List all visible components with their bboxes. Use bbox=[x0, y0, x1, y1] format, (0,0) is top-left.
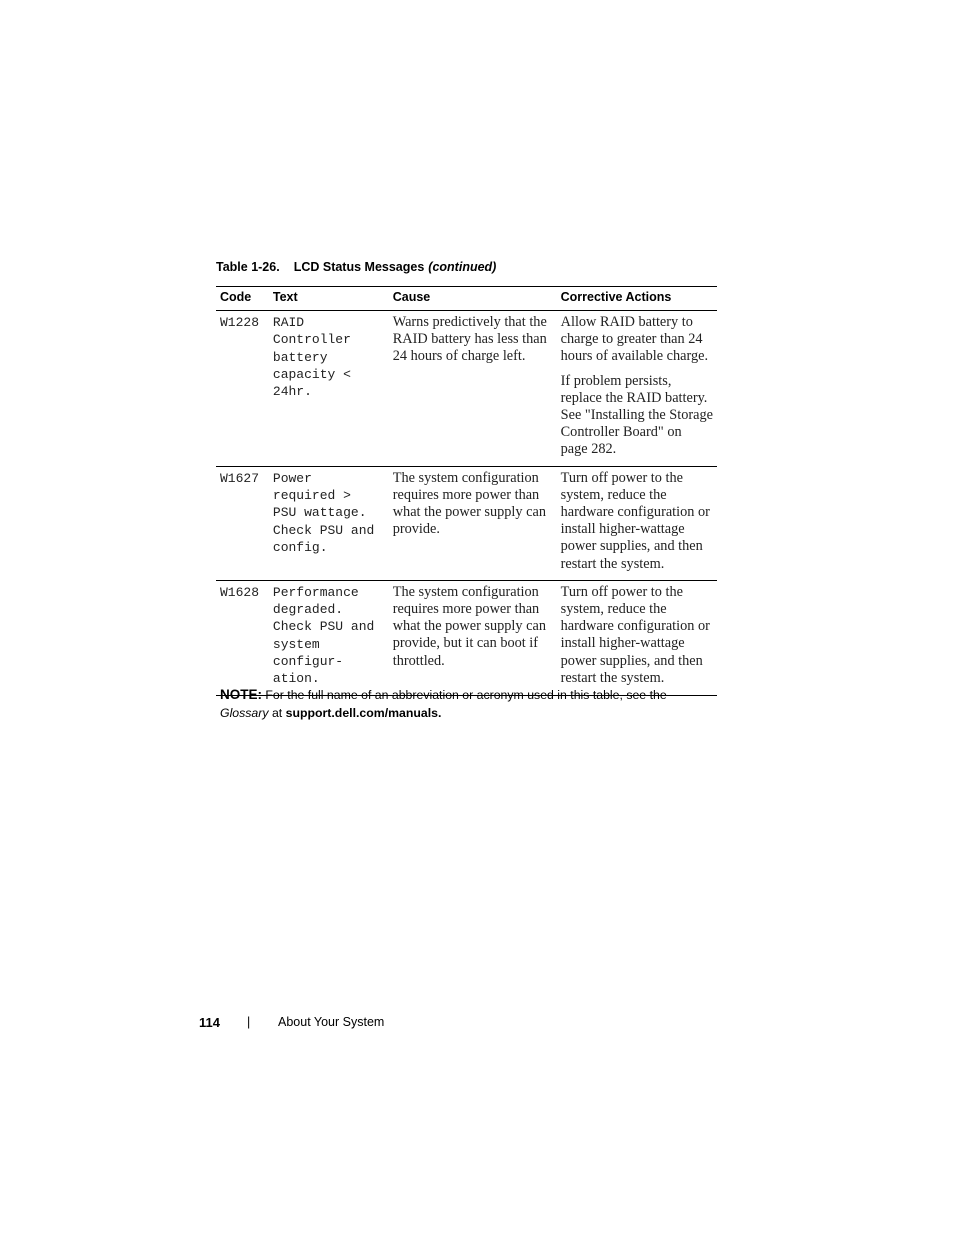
page-number: 114 bbox=[199, 1015, 220, 1030]
cell-code: W1627 bbox=[216, 466, 269, 580]
table-body bbox=[216, 311, 717, 696]
lcd-status-table bbox=[216, 286, 717, 696]
text-line: capacity < bbox=[272, 366, 351, 382]
action-line: restart the system. bbox=[560, 555, 665, 572]
table-header-row bbox=[216, 287, 717, 311]
text-line: Controller bbox=[272, 332, 351, 348]
action-line: power supplies, and then bbox=[560, 652, 703, 669]
action-line: system, reduce the bbox=[560, 601, 667, 618]
header-corrective-actions: Corrective Actions bbox=[557, 287, 717, 311]
note-url[interactable]: support.dell.com/manuals. bbox=[285, 706, 442, 720]
table-row bbox=[216, 466, 717, 580]
cause-line: what the power supply can bbox=[392, 504, 546, 521]
cell-cause bbox=[389, 466, 557, 580]
text-line: required > bbox=[272, 487, 351, 503]
text-line: Check PSU and bbox=[272, 522, 375, 538]
note-glossary: Glossary bbox=[220, 706, 269, 720]
action-line: Allow RAID battery to bbox=[560, 314, 693, 330]
action-line: hardware configuration or bbox=[560, 504, 710, 521]
cause-line: The system configuration bbox=[392, 469, 539, 486]
table-title: LCD Status Messages bbox=[293, 260, 425, 274]
cell-code: W1628 bbox=[216, 580, 269, 695]
cell-code: W1228 bbox=[216, 311, 269, 467]
action-line: Turn off power to the bbox=[560, 469, 683, 486]
footer-section-title: About Your System bbox=[278, 1015, 385, 1029]
action-line: Controller Board" on bbox=[560, 424, 682, 441]
cause-line: The system configuration bbox=[392, 583, 539, 600]
text-line: ation. bbox=[272, 671, 320, 687]
action-line: power supplies, and then bbox=[560, 538, 703, 555]
text-line: battery bbox=[272, 349, 328, 365]
table-note bbox=[220, 686, 690, 722]
cell-text bbox=[269, 466, 389, 580]
note-label: NOTE: bbox=[220, 687, 262, 702]
cause-line: provide, but it can boot if bbox=[392, 635, 539, 652]
text-line: 24hr. bbox=[272, 384, 312, 400]
action-paragraph bbox=[561, 470, 713, 573]
footer-separator: | bbox=[247, 1015, 251, 1029]
cell-text bbox=[269, 311, 389, 467]
table-continued: (continued) bbox=[428, 260, 497, 274]
header-code: Code bbox=[216, 287, 269, 311]
note-at: at bbox=[271, 706, 283, 720]
text-line: PSU wattage. bbox=[272, 505, 367, 521]
action-paragraph bbox=[561, 584, 713, 687]
table-number: Table 1-26. bbox=[216, 260, 280, 274]
action-line: See "Installing the Storage bbox=[560, 407, 713, 424]
table-row bbox=[216, 580, 717, 695]
action-line: Turn off power to the bbox=[560, 583, 683, 600]
table-row bbox=[216, 311, 717, 467]
header-text: Text bbox=[269, 287, 389, 311]
action-paragraph bbox=[561, 373, 713, 459]
text-line: Power bbox=[272, 470, 312, 486]
cause-line: what the power supply can bbox=[392, 618, 546, 635]
cell-corrective-actions bbox=[557, 311, 717, 467]
cause-line: provide. bbox=[392, 521, 440, 538]
text-line: Check PSU and bbox=[272, 619, 375, 635]
cell-corrective-actions bbox=[557, 580, 717, 695]
action-line: restart the system. bbox=[560, 669, 665, 686]
text-line: config. bbox=[272, 539, 328, 555]
text-line: Performance bbox=[272, 584, 359, 600]
cell-corrective-actions bbox=[557, 466, 717, 580]
cause-line: requires more power than bbox=[392, 601, 540, 618]
action-line: page 282. bbox=[560, 441, 617, 458]
cause-line: Warns predictively that the bbox=[392, 314, 547, 330]
note-text: For the full name of an abbreviation or acronym used in this table, see the bbox=[265, 688, 667, 702]
page-footer bbox=[199, 1015, 385, 1030]
cell-text bbox=[269, 580, 389, 695]
text-line: configur- bbox=[272, 654, 344, 670]
action-paragraph bbox=[561, 314, 713, 366]
action-line: replace the RAID battery. bbox=[560, 389, 708, 406]
action-line: If problem persists, bbox=[560, 372, 672, 389]
header-cause: Cause bbox=[389, 287, 557, 311]
text-line: system bbox=[272, 636, 320, 652]
action-line: charge to greater than 24 bbox=[560, 331, 703, 348]
text-line: RAID bbox=[272, 315, 305, 330]
action-line: hardware configuration or bbox=[560, 618, 710, 635]
cause-line: requires more power than bbox=[392, 486, 540, 503]
cell-cause bbox=[389, 580, 557, 695]
action-line: hours of available charge. bbox=[560, 348, 709, 365]
action-line: system, reduce the bbox=[560, 486, 667, 503]
action-line: install higher-wattage bbox=[560, 521, 685, 538]
cause-line: RAID battery has less than bbox=[392, 331, 547, 348]
cause-line: throttled. bbox=[392, 652, 445, 669]
text-line: degraded. bbox=[272, 602, 344, 618]
action-line: install higher-wattage bbox=[560, 635, 685, 652]
cause-line: 24 hours of charge left. bbox=[392, 348, 526, 365]
table-caption bbox=[216, 260, 496, 274]
cell-cause bbox=[389, 311, 557, 467]
